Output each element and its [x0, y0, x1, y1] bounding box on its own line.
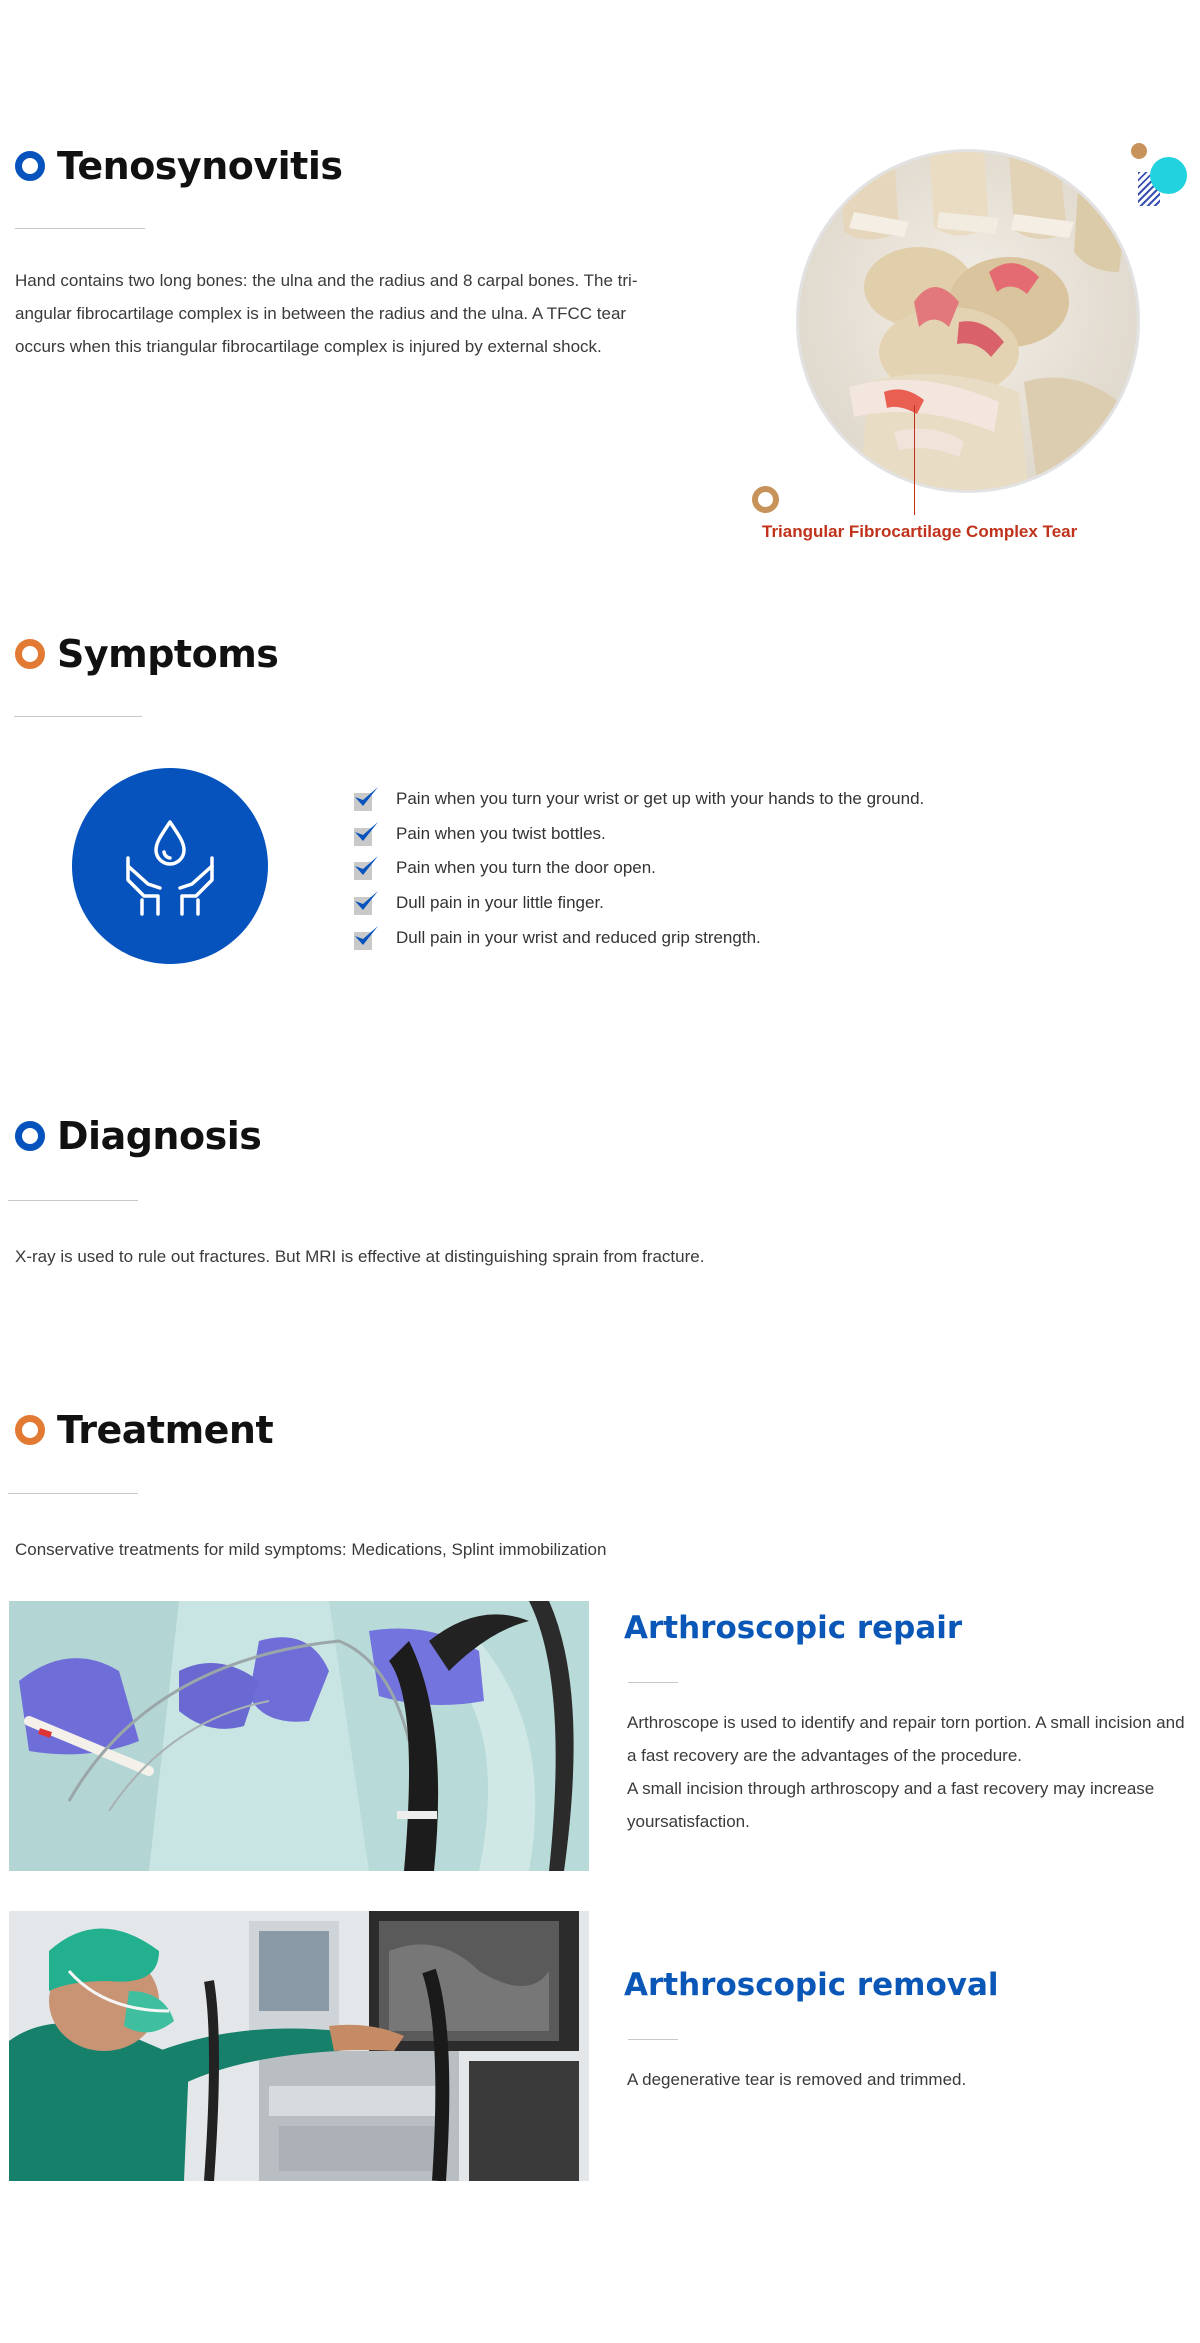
section-body: X-ray is used to rule out fractures. But MRI is effective at distinguishing sprain from fracture. [15, 1247, 705, 1266]
checkbox-check-icon [352, 924, 380, 952]
tan-ring-marker-icon [752, 486, 779, 513]
symptoms-illustration [72, 768, 268, 964]
treatment-method-title: Arthroscopic repair [624, 1610, 963, 1646]
symptom-text: Pain when you twist bottles. [396, 823, 606, 843]
section-title: Tenosynovitis [57, 144, 343, 188]
section-heading-diagnosis [15, 1114, 261, 1158]
checkbox-check-icon [352, 785, 380, 813]
section-title: Symptoms [57, 632, 279, 676]
section-intro: Conservative treatments for mild symptoms: Medications, Splint immobilization [15, 1540, 607, 1559]
body-line: Arthroscope is used to identify and repair torn portion. A small incision and a fast recovery are the advantages of the procedure. [627, 1713, 1185, 1765]
divider [628, 1682, 678, 1683]
list-item [352, 817, 924, 852]
body-line: A small incision through arthroscopy and a fast recovery may increase yoursatisfaction. [627, 1779, 1155, 1831]
symptom-text: Pain when you turn your wrist or get up with your hands to the ground. [396, 789, 925, 809]
section-title: Diagnosis [57, 1114, 262, 1158]
divider [628, 2039, 678, 2040]
symptoms-list [352, 782, 924, 955]
symptom-text: Pain when you turn the door open. [396, 858, 656, 878]
checkbox-check-icon [352, 889, 380, 917]
divider [15, 228, 145, 229]
caption-leader-line [914, 405, 915, 515]
decor-dot [1150, 157, 1187, 194]
section-heading-tenosynovitis [15, 144, 342, 188]
arthroscopic-repair-photo [9, 1601, 589, 1871]
decor-dot [1131, 143, 1147, 159]
blue-ring-bullet-icon [15, 1121, 45, 1151]
arthroscopic-removal-photo [9, 1911, 589, 2181]
checkbox-check-icon [352, 854, 380, 882]
section-heading-treatment [15, 1408, 273, 1452]
checkbox-check-icon [352, 820, 380, 848]
divider [8, 1493, 138, 1494]
section-heading-symptoms [15, 632, 278, 676]
orange-ring-bullet-icon [15, 1415, 45, 1445]
section-title: Treatment [57, 1408, 274, 1452]
hands-water-drop-icon [118, 814, 222, 918]
body-line: A degenerative tear is removed and trimmed. [627, 2070, 967, 2089]
list-item [352, 886, 924, 921]
blue-ring-bullet-icon [15, 151, 45, 181]
treatment-method-title: Arthroscopic removal [624, 1967, 999, 2003]
treatment-method-body [627, 1706, 1197, 1838]
divider [14, 716, 142, 717]
image-caption: Triangular Fibrocartilage Complex Tear [762, 522, 1078, 541]
divider [8, 1200, 138, 1201]
list-item [352, 920, 924, 955]
symptom-text: Dull pain in your wrist and reduced grip strength. [396, 927, 761, 947]
orange-ring-bullet-icon [15, 639, 45, 669]
section-body: Hand contains two long bones: the ulna and the radius and 8 carpal bones. The tri-angular fibrocartilage complex is in between the radius and the ulna. A TFCC tear occurs when this triangular fibrocartilage complex is injured by external shock. [15, 271, 638, 356]
treatment-method-body [627, 2063, 1197, 2096]
list-item [352, 782, 924, 817]
list-item [352, 851, 924, 886]
symptom-text: Dull pain in your little finger. [396, 893, 604, 913]
wrist-anatomy-image [796, 149, 1140, 493]
